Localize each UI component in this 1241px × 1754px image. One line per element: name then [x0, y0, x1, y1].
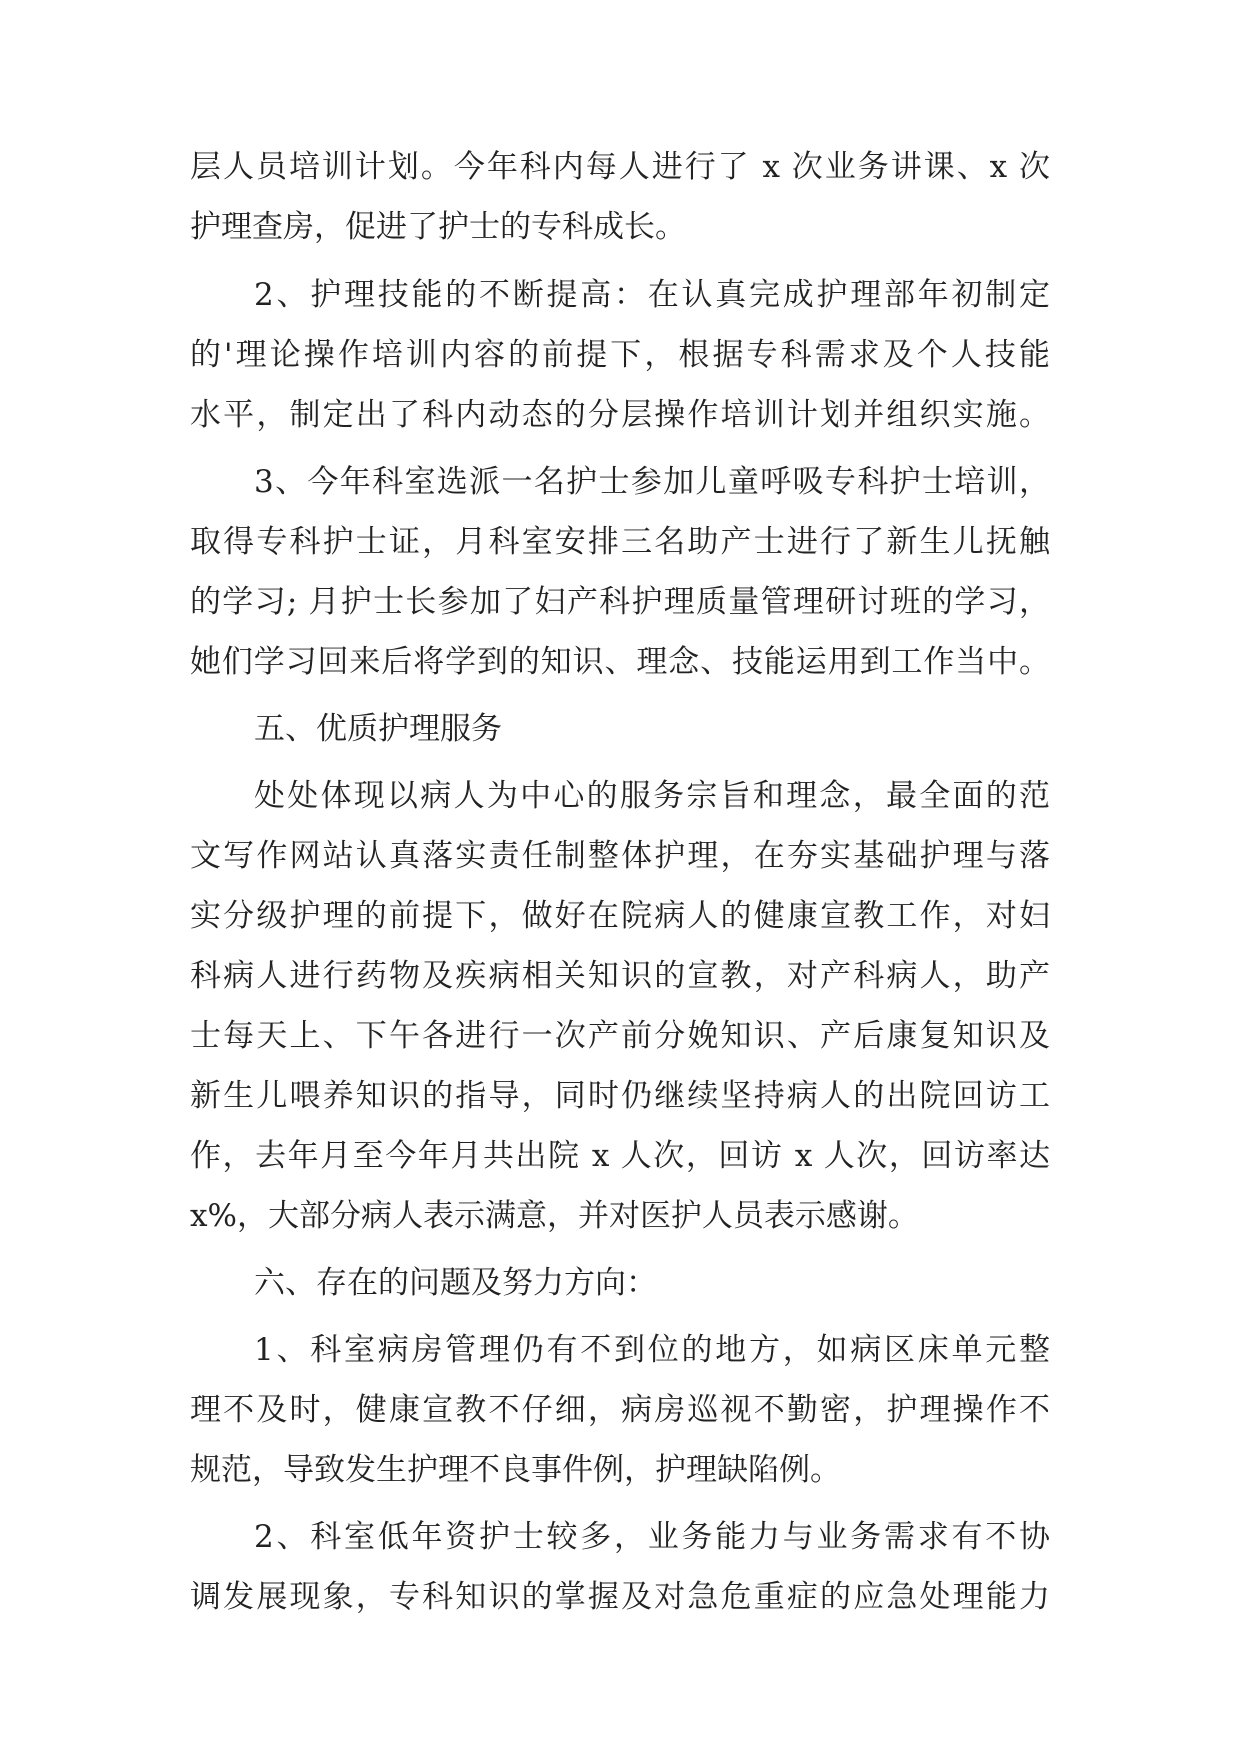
paragraph-first-line: 2、科室低年资护士较多，业务能力与业务需求有不协 [254, 1519, 1050, 1555]
text-line: 作，去年月至今年月共出院 x 人次，回访 x 人次，回访率达 [190, 1138, 1050, 1174]
section-heading-5: 五、优质护理服务 [254, 711, 502, 747]
text-line: 的'理论操作培训内容的前提下，根据专科需求及个人技能 [190, 337, 1050, 373]
paragraph-first-line: 处处体现以病人为中心的服务宗旨和理念，最全面的范 [254, 778, 1050, 814]
text-line: 她们学习回来后将学到的知识、理念、技能运用到工作当中。 [190, 644, 1050, 680]
section-heading-6: 六、存在的问题及努力方向： [254, 1265, 657, 1301]
text-line: 理不及时，健康宣教不仔细，病房巡视不勤密，护理操作不 [190, 1392, 1050, 1428]
text-line: 实分级护理的前提下，做好在院病人的健康宣教工作，对妇 [190, 898, 1050, 934]
text-line: 取得专科护士证，月科室安排三名助产士进行了新生儿抚触 [190, 524, 1050, 560]
text-line: 士每天上、下午各进行一次产前分娩知识、产后康复知识及 [190, 1018, 1050, 1054]
text-line: 的学习; 月护士长参加了妇产科护理质量管理研讨班的学习， [190, 584, 1050, 620]
paragraph-first-line: 1、科室病房管理仍有不到位的地方，如病区床单元整 [254, 1332, 1050, 1368]
paragraph-3-first-line: 3、今年科室选派一名护士参加儿童呼吸专科护士培训， [254, 464, 1050, 500]
text-line: x%，大部分病人表示满意，并对医护人员表示感谢。 [190, 1198, 919, 1234]
paragraph-2-first-line: 2、护理技能的不断提高：在认真完成护理部年初制定 [254, 277, 1050, 313]
text-line: 水平，制定出了科内动态的分层操作培训计划并组织实施。 [190, 397, 1050, 433]
text-line: 新生儿喂养知识的指导，同时仍继续坚持病人的出院回访工 [190, 1078, 1050, 1114]
text-line: 护理查房，促进了护士的专科成长。 [190, 209, 686, 245]
text-line: 科病人进行药物及疾病相关知识的宣教，对产科病人，助产 [190, 958, 1050, 994]
text-line: 规范，导致发生护理不良事件例，护理缺陷例。 [190, 1452, 841, 1488]
text-line: 调发展现象，专科知识的掌握及对急危重症的应急处理能力 [190, 1579, 1050, 1615]
text-line: 文写作网站认真落实责任制整体护理，在夯实基础护理与落 [190, 838, 1050, 874]
text-line: 层人员培训计划。今年科内每人进行了 x 次业务讲课、x 次 [190, 149, 1050, 185]
